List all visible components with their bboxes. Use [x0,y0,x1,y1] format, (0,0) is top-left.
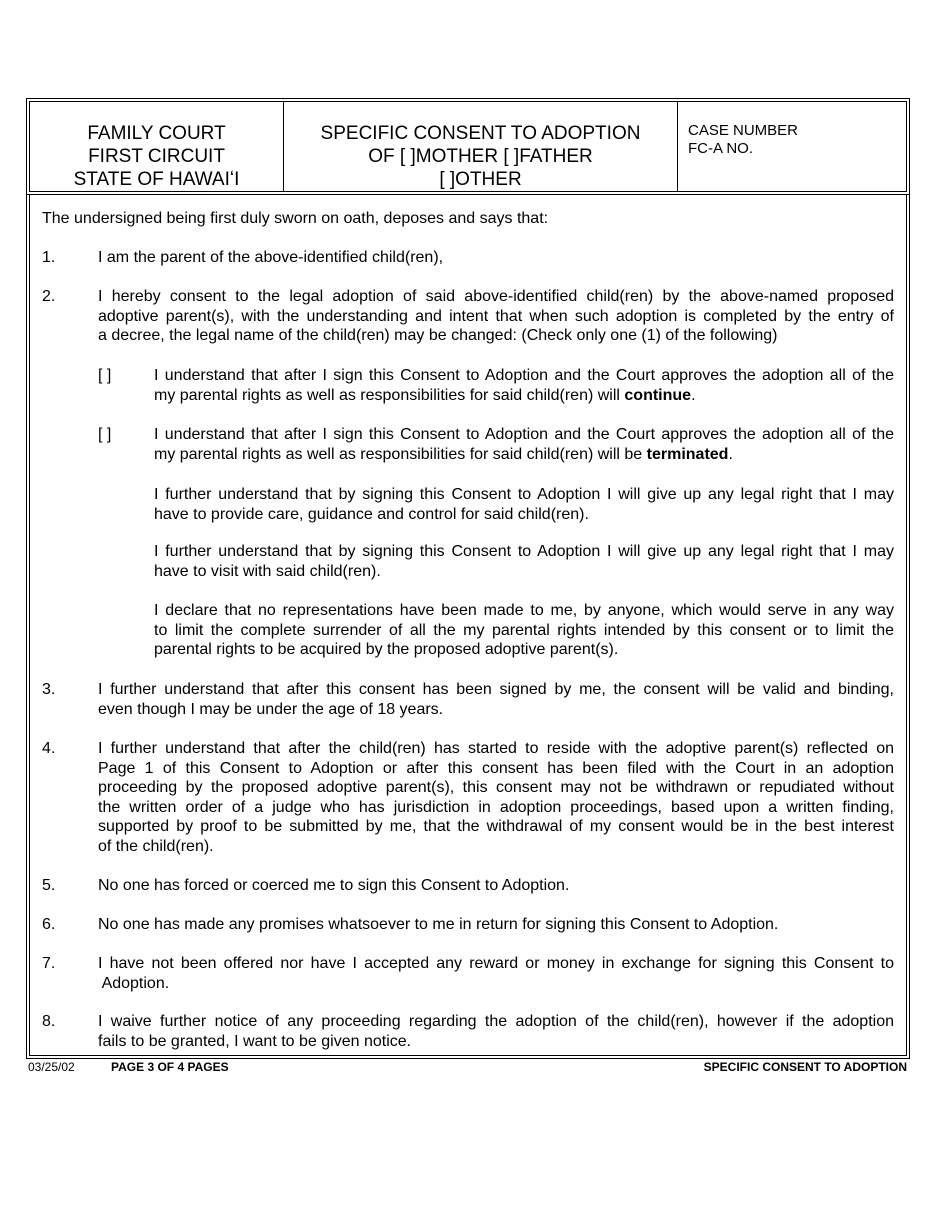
item-4-text [98,739,894,857]
item-7-text [98,954,894,993]
option-continue-line [154,386,894,406]
terminated-checkbox[interactable]: [ ] [98,426,112,443]
form-header [26,98,910,195]
option-continue-text [154,366,894,405]
item-4-line: the written order of a judge who has jurisdiction in adoption proceedings, based upon a written finding, [98,798,894,816]
item-8-number: 8. [42,1013,56,1030]
court-line: FAMILY COURT [87,123,226,144]
further-understanding-care [154,485,894,524]
item-5-text: No one has forced or coerced me to sign this Consent to Adoption. [98,877,570,894]
item-3-line: I further understand that after this consent has been signed by me, the consent will be valid and binding, [98,681,894,698]
item-3-line: even though I may be under the age of 18 years. [98,700,444,718]
item-6-text: No one has made any promises whatsoever to me in return for signing this Consent to Adoption. [98,916,779,933]
case-number-label: CASE NUMBER [688,122,799,139]
state-line: STATE OF HAWAIʻI [73,169,240,190]
item-8-text [98,1012,894,1051]
item-2-line: I hereby consent to the legal adoption of said above-identified child(ren) by the above-named proposed [98,288,894,305]
item-7-line: Adoption. [98,974,170,992]
continue-checkbox[interactable]: [ ] [98,367,112,384]
option-continue-pre: my parental rights as well as responsibilities for said child(ren) will [154,386,625,404]
item-3-number: 3. [42,681,56,698]
option-continue-line: I understand that after I sign this Consent to Adoption and the Court approves the adoption all of the [154,367,894,384]
further-care-line: have to provide care, guidance and control for said child(ren). [154,505,589,523]
option-terminated-pre: my parental rights as well as responsibilities for said child(ren) will be [154,445,647,463]
item-4-line: proceeding by the proposed adoptive parent(s), this consent may not be withdrawn or repudiated without [98,779,894,797]
item-7-line: I have not been offered nor have I accepted any reward or money in exchange for signing this Consent to [98,955,894,972]
item-1-number: 1. [42,249,56,266]
item-5-number: 5. [42,877,56,894]
option-terminated-line: I understand that after I sign this Consent to Adoption and the Court approves the adoption all of the [154,426,894,443]
form-title-line-2: OF [ ]MOTHER [ ]FATHER [368,146,593,167]
option-terminated-text [154,425,894,464]
page-indicator: PAGE 3 OF 4 PAGES [111,1060,229,1074]
item-4-line: I further understand that after the child(ren) has started to reside with the adoptive parent(s) reflected on [98,740,894,757]
form-title-line-3: [ ]OTHER [439,169,522,190]
option-terminated-line [154,445,894,465]
declaration-paragraph [154,601,894,660]
declaration-line: to limit the complete surrender of all the my parental rights intended by this consent or to limit the [154,621,894,639]
footer-form-name: SPECIFIC CONSENT TO ADOPTION [703,1060,907,1074]
declaration-line: parental rights to be acquired by the proposed adoptive parent(s). [154,641,619,659]
intro-text: The undersigned being first duly sworn on oath, deposes and says that: [42,210,549,227]
item-4-line: of the child(ren). [98,837,214,855]
declaration-line: I declare that no representations have been made to me, by anyone, which would serve in any way [154,602,894,619]
item-2-line: adoptive parent(s), with the understanding and intent that when such adoption is completed by the entry of [98,307,894,325]
option-terminated-bold: terminated [646,445,729,463]
form-title-cell [284,102,678,191]
option-continue-bold: continue [624,386,692,404]
item-4-number: 4. [42,740,56,757]
item-8-line: fails to be granted, I want to be given notice. [98,1032,412,1050]
item-7-number: 7. [42,955,56,972]
revision-date: 03/25/02 [28,1060,75,1074]
court-name-cell [30,102,284,191]
item-2-number: 2. [42,288,56,305]
case-number-prefix: FC-A NO. [688,140,754,157]
option-continue-post: . [691,386,696,404]
further-visit-line: have to visit with said child(ren). [154,562,381,580]
further-understanding-visit [154,542,894,581]
item-4-line: supported by proof to be submitted by me, that the withdrawal of my consent would be in the best interest [98,818,894,836]
item-6-number: 6. [42,916,56,933]
item-4-line: Page 1 of this Consent to Adoption or after this consent has been filed with the Court in an adoption [98,759,894,777]
form-title-line-1: SPECIFIC CONSENT TO ADOPTION [320,123,641,144]
item-3-text [98,680,894,719]
further-care-line: I further understand that by signing this Consent to Adoption I will give up any legal right that I may [154,486,894,503]
option-terminated-post: . [728,445,733,463]
item-1-text: I am the parent of the above-identified child(ren), [98,249,444,266]
item-8-line: I waive further notice of any proceeding regarding the adoption of the child(ren), however if the adoption [98,1013,894,1030]
item-2-text [98,287,894,346]
item-2-line: a decree, the legal name of the child(ren) may be changed: (Check only one (1) of the following) [98,327,778,345]
further-visit-line: I further understand that by signing this Consent to Adoption I will give up any legal right that I may [154,543,894,560]
case-number-cell[interactable] [678,102,906,191]
circuit-line: FIRST CIRCUIT [88,146,225,167]
